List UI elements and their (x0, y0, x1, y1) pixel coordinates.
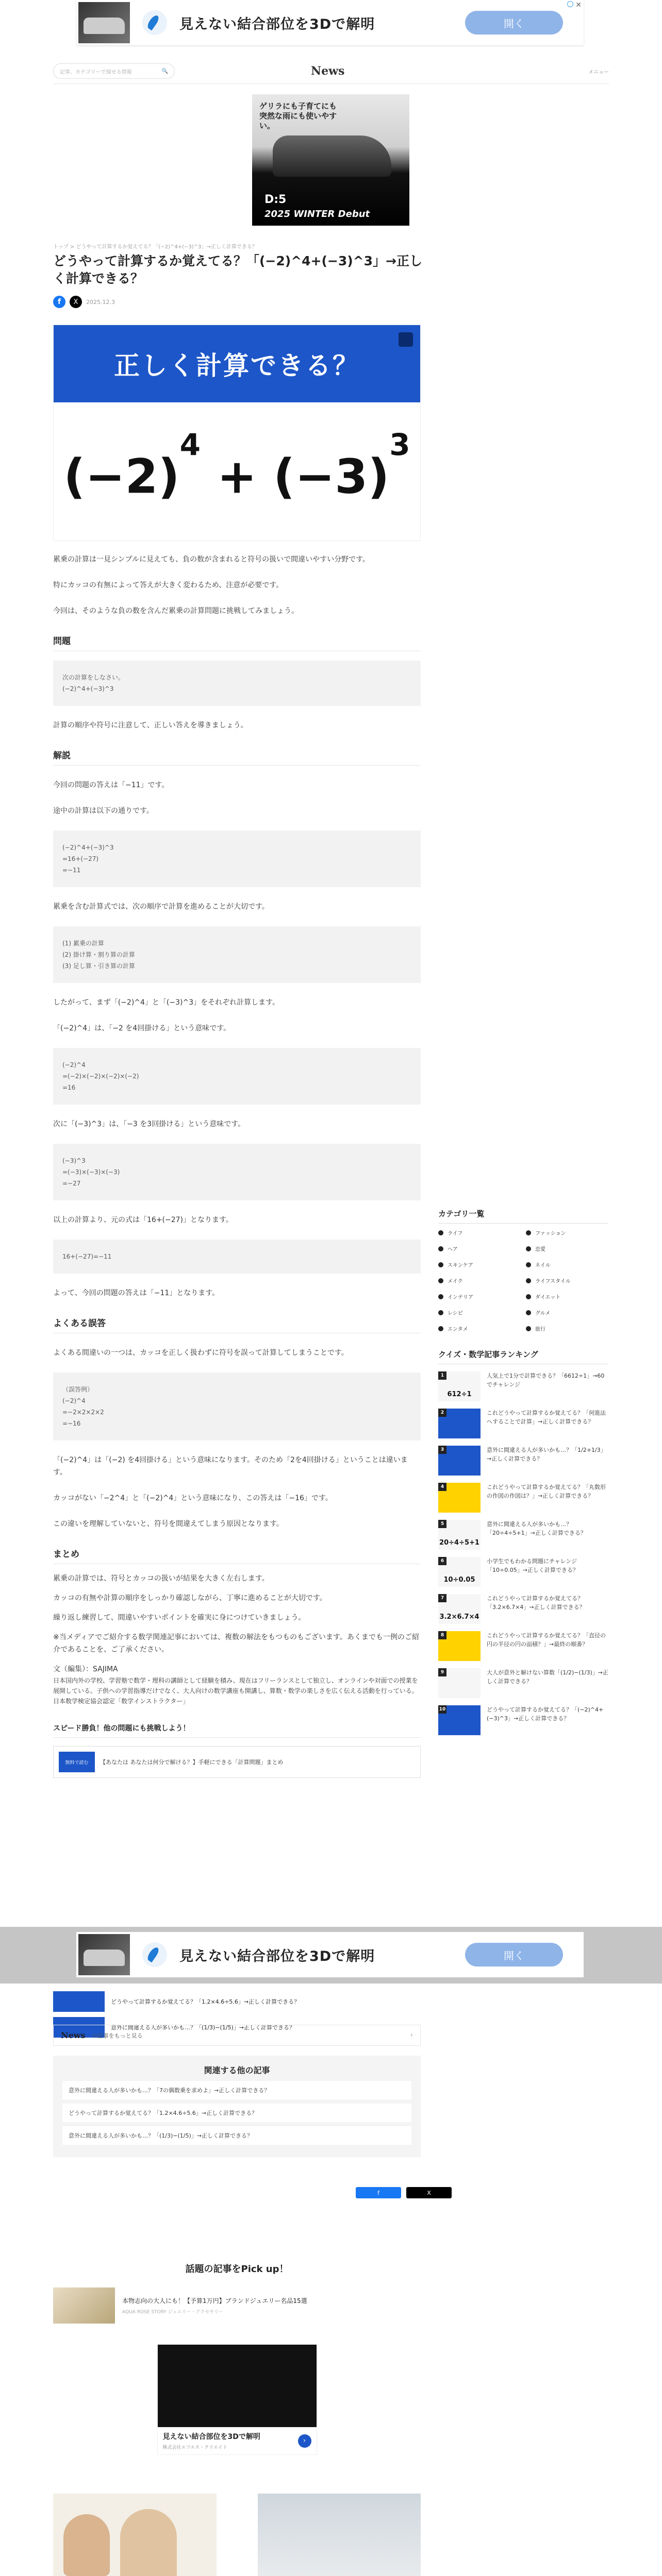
gallery-icon[interactable] (399, 332, 413, 347)
category-label: 旅行 (535, 1327, 545, 1332)
overlay-ad-open-button[interactable]: 開く (465, 1943, 563, 1967)
ranking-title: クイズ・数学記事ランキング (438, 1349, 608, 1364)
ranking-text: これどうやって計算するか覚えてる？「丸数形の作図の作図は？」→正しく計算できる？ (487, 1484, 606, 1499)
question-text: 計算の順序や符号に注意して、正しい答えを導きましょう。 (53, 721, 248, 730)
category-icon (438, 1278, 443, 1283)
hero-plus: + (200, 449, 274, 504)
category-label: ファッション (535, 1231, 566, 1236)
ranking-thumbnail: 9 (438, 1668, 481, 1698)
summary-paragraph: 繰り返し練習して、間違いやすいポイントを確実に身につけていきましょう。 (53, 1614, 306, 1622)
grid-card[interactable] (258, 2494, 421, 2576)
pickup-ad-image (158, 2345, 317, 2427)
category-icon (526, 1278, 531, 1283)
answer-paragraph: 途中の計算は以下の通りです。 (53, 807, 154, 815)
top-ad-banner[interactable] (76, 0, 584, 45)
author-label: 文（編集）：SAJIMA (53, 1665, 118, 1673)
code-line: (−2)^4+(−3)^3 (62, 685, 114, 692)
answer-paragraph: したがって、まず「(−2)^4」と「(−3)^3」をそれぞれ計算します。 (53, 998, 279, 1007)
ranking-item[interactable] (438, 1557, 608, 1587)
ranking-text: 小学生でもわかる問題にチャレンジ「10÷0.05」→正しく計算できる？ (487, 1558, 578, 1573)
overlay-ad-banner[interactable] (76, 1932, 584, 1977)
pickup-heading: 話題の記事をPick up！ (185, 2264, 289, 2275)
facebook-share-button[interactable]: f (356, 2187, 401, 2198)
answer-paragraph: 以上の計算より、元の式は「16+(−27)」となります。 (53, 1216, 233, 1224)
summary-note: ※当メディアでご紹介する数学関連記事においては、複数の解法をもつものもございます。あくまでも一例のご紹介であることを、ご了承ください。 (53, 1633, 419, 1654)
related-articles (53, 2056, 421, 2157)
site-logo[interactable]: News (311, 64, 345, 78)
category-label: ダイエット (535, 1295, 561, 1300)
calc1-code-box (53, 1048, 421, 1105)
answer-paragraph: 累乗を含む計算式では、次の順序で計算を進めることが大切です。 (53, 903, 269, 911)
category-label: エンタメ (448, 1327, 468, 1332)
category-icon (438, 1310, 443, 1315)
grid-card-image (258, 2494, 421, 2576)
ranking-thumbnail: 4 (438, 1483, 481, 1513)
pickup-source: AQUA ROSE STORY ジュエリー・アクセサリー (122, 2310, 224, 2315)
ranking-item[interactable] (438, 1520, 608, 1550)
hero-base-2: (−3) (273, 449, 390, 504)
ranking-text: 意外に間違える人が多いかも…？「20÷4÷5+1」→正しく計算できる？ (487, 1521, 586, 1536)
code-line: (−2)^4 (62, 1397, 86, 1404)
ranking-text: 人気上で1分で計算できる？「6612÷1」→60でチャレンジ (487, 1372, 605, 1388)
category-label: ライフ (448, 1231, 463, 1236)
category-item[interactable] (526, 1245, 608, 1252)
more-articles-link[interactable] (53, 2025, 421, 2046)
ad-logo-icon (142, 1942, 167, 1967)
category-item[interactable] (438, 1309, 521, 1316)
section-heading-summary: まとめ (53, 1547, 421, 1564)
ranking-item[interactable] (438, 1409, 608, 1438)
order-code-box (53, 926, 421, 983)
mistake-paragraph: 「(−2)^4」は「(−2) を4回掛ける」という意味になります。そのため「2を4回掛ける」ということは違います。 (53, 1456, 408, 1477)
display-ad-brand: D:5 (264, 193, 287, 206)
section-heading-answer: 解説 (53, 748, 421, 766)
article-meta (53, 296, 115, 308)
code-line: (2) 掛け算・割り算の計算 (62, 951, 135, 958)
pickup-section (53, 2262, 421, 2455)
next-item[interactable] (53, 1991, 421, 2012)
ranking-text: どうやって計算するか覚えてる？「(−2)^4+(−3)^3」→正しく計算できる？ (487, 1706, 604, 1722)
chevron-right-icon: › (410, 2031, 413, 2039)
chevron-right-icon[interactable]: › (298, 2434, 311, 2448)
code-line: =(−3)×(−3)×(−3) (62, 1168, 120, 1176)
more-articles-text: の記事をもっと見る (91, 2032, 143, 2039)
category-label: レシピ (448, 1311, 463, 1316)
code-line: =−16 (62, 1420, 81, 1427)
article-body (53, 540, 421, 1778)
category-label: メイク (448, 1279, 463, 1284)
calc2-code-box (53, 1144, 421, 1200)
ranking-text: 意外に間違える人が多いかも…？「1/2+1/3」→正しく計算できる？ (487, 1447, 606, 1462)
ranking-text: これどうやって計算するか覚えてる？「直径の円の半径の円の面積？」→最終の順番？ (487, 1632, 606, 1648)
categories-title: カテゴリ一覧 (438, 1208, 608, 1224)
hero-exponent-1: 4 (179, 427, 201, 462)
ranking-text: 大人が意外と解けない算数「(1/2)−(1/3)」→正しく計算できる？ (487, 1669, 609, 1685)
ranking-text: これどうやって計算するか覚えてる？「何進法へすることで計算」→正しく計算できる？ (487, 1410, 606, 1425)
facebook-share-icon[interactable]: f (53, 296, 65, 308)
calc3-code-box (53, 1240, 421, 1274)
section-heading-mistake: よくある誤答 (53, 1316, 421, 1333)
hero-exponent-2: 3 (389, 427, 410, 462)
category-list (438, 1229, 608, 1332)
pickup-ad-text: 見えない結合部位を3Dで解明 (162, 2433, 260, 2441)
category-icon (526, 1294, 531, 1299)
hero-base-1: (−2) (63, 449, 180, 504)
category-item[interactable] (526, 1309, 608, 1316)
hero-band-text: 正しく計算できる？ (54, 325, 420, 402)
pickup-ad-source: 株式会社エフエス・クリエイト (162, 2445, 227, 2450)
category-label: インテリア (448, 1295, 473, 1300)
ranking-item[interactable] (438, 1631, 608, 1661)
ranking-thumbnail: 1 612÷1 (438, 1371, 481, 1401)
answer-paragraph: 次に「(−3)^3」は、「−3 を3回掛ける」という意味です。 (53, 1120, 245, 1128)
code-line: =(−2)×(−2)×(−2)×(−2) (62, 1073, 139, 1080)
related-item[interactable]: 意外に間違える人が多いかも…？「7の偶数乗を求めよ」→正しく計算できる？ (62, 2081, 411, 2099)
breadcrumb[interactable]: トップ > どうやって計算するか覚えてる？「(−2)^4+(−3)^3」→正しく計算できる？ (53, 244, 257, 250)
series-badge: 無料で読む (59, 1752, 95, 1772)
hero-expression (54, 427, 420, 504)
summary-paragraph: 累乗の計算では、符号とカッコの扱いが結果を大きく左右します。 (53, 1574, 269, 1583)
intro-paragraph: 今回は、そのような負の数を含んだ累乗の計算問題に挑戦してみましょう。 (53, 607, 299, 615)
x-share-icon[interactable]: X (70, 296, 82, 308)
category-item[interactable] (526, 1261, 608, 1268)
category-item[interactable] (438, 1325, 521, 1332)
category-icon (526, 1310, 531, 1315)
display-ad-copy: ゲリラにも子育てにも突然な雨にも使いやすい。 (259, 101, 337, 130)
pickup-text: 本物志向の大人にも！【予算1万円】ブランドジュエリー名品15選 (122, 2297, 307, 2304)
share-buttons (356, 2187, 452, 2198)
question-box (53, 660, 421, 706)
pickup-item[interactable] (53, 2287, 421, 2324)
search-icon[interactable]: 🔍 (161, 68, 168, 74)
top-ad-open-button[interactable]: 開く (465, 11, 563, 35)
code-line: (3) 足し算・引き算の計算 (62, 962, 135, 970)
ranking-thumbnail: 10 (438, 1705, 481, 1735)
overlay-ad-text: 見えない結合部位を3Dで解明 (179, 1948, 375, 1964)
ranking-thumbnail: 2 (438, 1409, 481, 1438)
code-line: =−11 (62, 867, 81, 874)
ranking-thumbnail: 7 3.2×6.7×4 (438, 1594, 481, 1624)
ranking-thumbnail: 6 10÷0.05 (438, 1557, 481, 1587)
code-line: (−3)^3 (62, 1157, 86, 1164)
grid-card[interactable] (53, 2494, 217, 2576)
related-heading: 関連する他の記事 (204, 2065, 270, 2075)
ranking-item[interactable] (438, 1705, 608, 1735)
menu-button[interactable]: メニュー (588, 69, 609, 75)
answer-paragraph: 「(−2)^4」は、「−2 を4回掛ける」という意味です。 (53, 1024, 231, 1032)
mistake-code-box (53, 1372, 421, 1440)
intro-paragraph: 累乗の計算は一見シンプルに見えても、負の数が含まれると符号の扱いで間違いやすい分野です。 (53, 555, 370, 564)
answer-paragraph: 今回の問題の答えは「−11」です。 (53, 781, 169, 789)
code-line: 次の計算をしなさい。 (62, 674, 125, 681)
display-ad-car-image (273, 135, 391, 177)
overlay-ad-thumbnail (78, 1934, 130, 1975)
mistake-paragraph: カッコがない「−2^4」と「(−2)^4」という意味になり、この答えは「−16」です。 (53, 1494, 333, 1502)
ranking-item[interactable] (438, 1371, 608, 1401)
article-grid (53, 2494, 421, 2576)
news-logo: News (61, 2030, 86, 2040)
series-card[interactable] (53, 1746, 421, 1778)
ad-logo-icon (142, 10, 167, 35)
article-title: どうやって計算するか覚えてる？「(−2)^4+(−3)^3」→正しく計算できる？ (53, 253, 422, 286)
category-label: グルメ (535, 1311, 551, 1316)
summary-paragraph: カッコの有無や計算の順序をしっかり確認しながら、丁寧に進めることが大切です。 (53, 1594, 327, 1602)
header-divider (53, 83, 609, 84)
site-header (53, 61, 609, 81)
category-icon (526, 1246, 531, 1251)
section-heading-question: 問題 (53, 634, 421, 651)
pickup-thumbnail (53, 2287, 115, 2324)
category-label: ヘア (448, 1247, 458, 1252)
code-line: =16 (62, 1084, 76, 1091)
ranking-thumbnail: 8 (438, 1631, 481, 1661)
category-item[interactable] (438, 1245, 521, 1252)
display-ad[interactable] (252, 94, 409, 226)
series-heading: スピード勝負！他の問題にも挑戦しよう！ (53, 1723, 421, 1738)
category-item[interactable] (438, 1277, 521, 1284)
top-ad-close-icon[interactable]: ✕ (575, 1, 582, 9)
category-icon (438, 1262, 443, 1267)
mistake-paragraph: よくある間違いの一つは、カッコを正しく扱わずに符号を誤って計算してしまうことです。 (53, 1349, 349, 1357)
ranking-thumbnail: 3 (438, 1446, 481, 1476)
category-item[interactable] (526, 1325, 608, 1332)
code-line: (1) 累乗の計算 (62, 940, 104, 947)
ranking-item[interactable] (438, 1446, 608, 1476)
top-ad-text: 見えない結合部位を3Dで解明 (179, 16, 375, 32)
x-share-button[interactable]: X (406, 2187, 452, 2198)
next-item-text: 意外に間違える人が多いかも…？「(1/3)−(1/5)」→正しく計算できる？ (111, 2024, 295, 2031)
overlay-ad-backdrop (0, 1927, 662, 1984)
ranking-thumbnail: 5 20÷4÷5+1 (438, 1520, 481, 1550)
category-icon (438, 1294, 443, 1299)
category-label: スキンケア (448, 1263, 473, 1268)
category-label: ネイル (535, 1263, 551, 1268)
category-icon (438, 1246, 443, 1251)
category-icon (526, 1326, 531, 1331)
display-ad-headline: 2025 WINTER Debut (264, 209, 370, 219)
category-item[interactable] (526, 1229, 608, 1236)
intro-paragraph: 特にカッコの有無によって答えが大きく変わるため、注意が必要です。 (53, 581, 284, 589)
next-item-text: どうやって計算するか覚えてる？「1.2×4.6÷5.6」→正しく計算できる？ (111, 1998, 300, 2005)
answer-paragraph: よって、今回の問題の答えは「−11」となります。 (53, 1289, 220, 1297)
category-item[interactable] (526, 1293, 608, 1300)
category-item[interactable] (438, 1229, 521, 1236)
author-bio: 日本国内外の学校、学習塾で数学・理科の講師として経験を積み、現在はフリーランスとして独立し、オンラインや対面での授業を展開している。子供への学習指導だけでなく、大人向けの数学講座も開講し、算数・数学の楽しさを広く伝える活動を行っている。日本数学検定協会認定「数学インストラクター」 (53, 1677, 418, 1705)
category-icon (438, 1326, 443, 1331)
sidebar (438, 1208, 608, 1742)
category-item[interactable] (438, 1293, 521, 1300)
related-item[interactable]: どうやって計算するか覚えてる？「1.2×4.6÷5.6」→正しく計算できる？ (62, 2104, 411, 2122)
code-line: (−2)^4 (62, 1061, 86, 1069)
code-line: =−27 (62, 1180, 81, 1187)
code-line: （誤答例） (62, 1386, 94, 1393)
top-ad-thumbnail (78, 2, 130, 43)
category-icon (526, 1262, 531, 1267)
search-placeholder: 記事、カテゴリーで探せる情報 (60, 69, 132, 75)
search-input[interactable] (53, 63, 175, 79)
category-label: 恋愛 (535, 1247, 545, 1252)
next-item-thumbnail (53, 1991, 105, 2012)
related-item[interactable]: 意外に間違える人が多いかも…？「(1/3)−(1/5)」→正しく計算できる？ (62, 2126, 411, 2145)
category-icon (438, 1230, 443, 1235)
article-date: 2025.12.3 (86, 298, 115, 306)
ranking-text: これどうやって計算するか覚えてる？「3.2×6.7×4」→正しく計算できる？ (487, 1595, 585, 1611)
ad-info-icon[interactable] (567, 1, 573, 7)
grid-card-image (53, 2494, 217, 2576)
code-line: 16+(−27)=−11 (62, 1253, 112, 1260)
answer-code-box (53, 831, 421, 887)
code-line: (−2)^4+(−3)^3 (62, 844, 114, 851)
category-label: ライフスタイル (535, 1279, 571, 1284)
hero-image (53, 325, 421, 541)
category-icon (526, 1230, 531, 1235)
ranking-item[interactable] (438, 1668, 608, 1698)
category-item[interactable] (438, 1261, 521, 1268)
code-line: =−2×2×2×2 (62, 1409, 104, 1416)
category-item[interactable] (526, 1277, 608, 1284)
series-link-text[interactable]: 【あなたは あなたは何分で解ける？】手軽にできる「計算問題」まとめ (100, 1759, 284, 1766)
pickup-ad[interactable] (157, 2344, 317, 2455)
ranking-item[interactable] (438, 1594, 608, 1624)
mistake-paragraph: この違いを理解していないと、符号を間違えてしまう原因となります。 (53, 1520, 284, 1528)
ranking-list (438, 1371, 608, 1735)
ranking-item[interactable] (438, 1483, 608, 1513)
pickup-ad-footer (158, 2427, 317, 2454)
code-line: =16+(−27) (62, 855, 99, 862)
